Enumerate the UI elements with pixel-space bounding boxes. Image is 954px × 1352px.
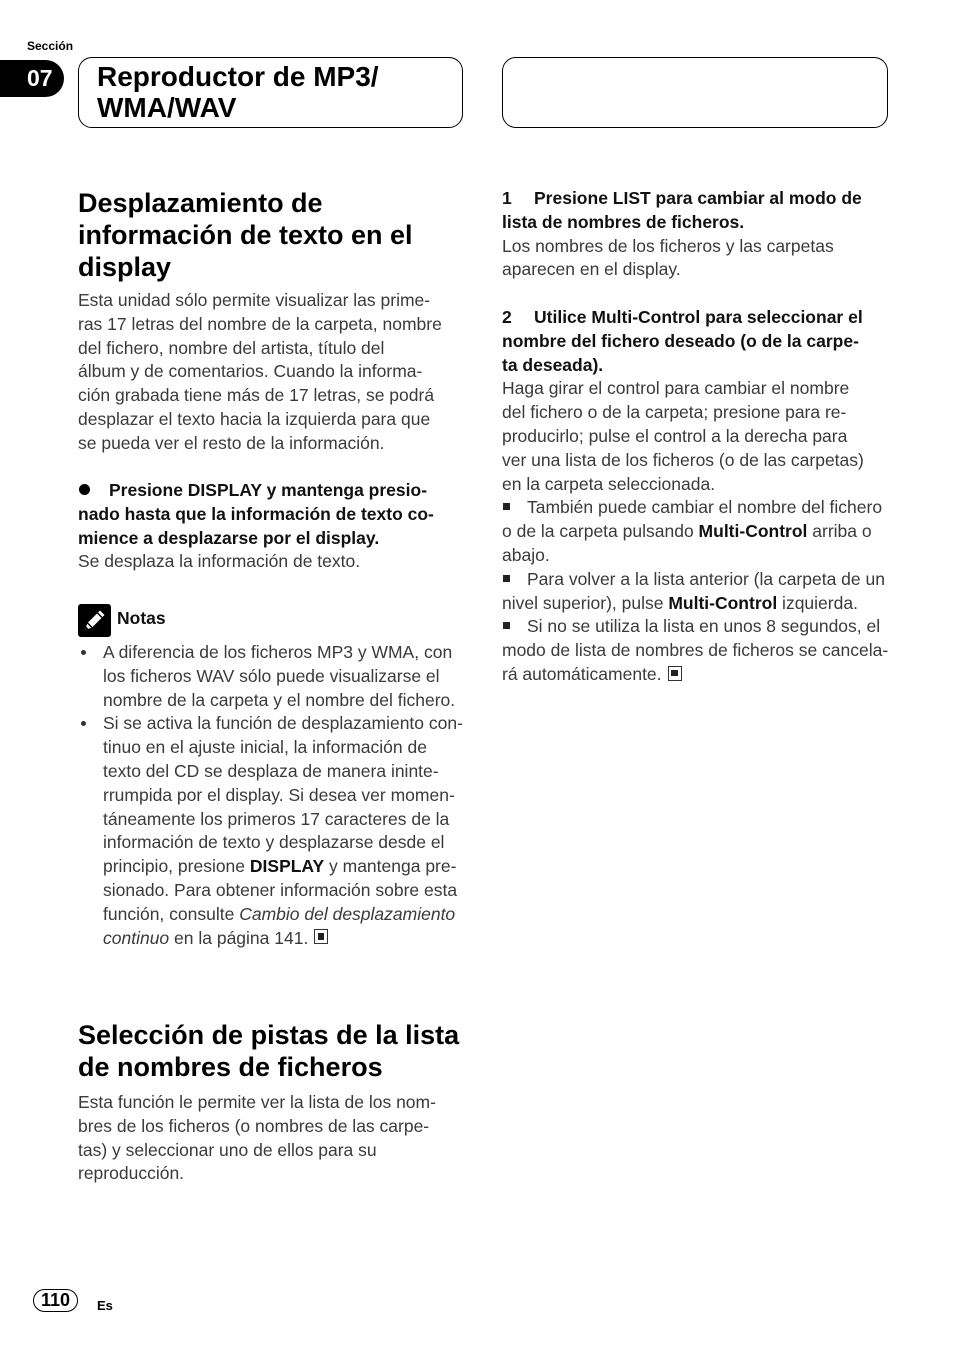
note-line: texto del CD se desplaza de manera ininte-: [103, 760, 439, 781]
note-item: [78, 641, 463, 712]
tip-text: arriba o: [807, 521, 872, 542]
tip-line: abajo.: [502, 544, 550, 565]
note-line: nombre de la carpeta y el nombre del fichero.: [103, 689, 456, 710]
tip-text: rá automáticamente.: [502, 663, 662, 684]
tip-text: izquierda.: [777, 592, 858, 613]
note-line: sionado. Para obtener información sobre esta: [103, 879, 458, 900]
note-text: y mantenga pre-: [324, 856, 457, 877]
heading-line: display: [78, 252, 172, 282]
tip-line: [502, 520, 888, 544]
tip-line: [502, 663, 888, 687]
bullet-icon: [81, 721, 86, 726]
tip-line: [502, 568, 888, 592]
scroll-section-intro: [78, 289, 442, 456]
note-line: táneamente los primeros 17 caracteres de la: [103, 808, 450, 829]
note-text: principio, presione: [103, 856, 250, 877]
heading-line: Desplazamiento de: [78, 188, 323, 218]
step-instruction-line: mience a desplazarse por el display.: [78, 527, 380, 548]
control-name: Multi-Control: [668, 592, 778, 613]
tip-text: Si no se utiliza la lista en unos 8 segundos, el: [527, 616, 881, 637]
bullet-icon: [81, 650, 86, 655]
section-label: Sección: [27, 39, 74, 53]
list-step-1: [502, 187, 862, 282]
empty-header-box: [502, 57, 888, 128]
tip-text: Para volver a la lista anterior (la carpeta de un: [527, 568, 885, 589]
control-name: Multi-Control: [698, 521, 808, 542]
tip-item: [502, 568, 888, 616]
language-code: Es: [97, 1298, 113, 1313]
note-line: los ficheros WAV sólo puede visualizarse el: [103, 665, 440, 686]
note-text: función, consulte: [103, 903, 240, 924]
note-line: Si se activa la función de desplazamiento con-: [103, 713, 463, 734]
step-description-line: producirlo; pulse el control a la derecha para: [502, 425, 848, 446]
step-instruction-line: nombre del fichero deseado (o de la carpe-: [502, 330, 859, 351]
step-description-line: del fichero o de la carpeta; presione para re-: [502, 402, 847, 423]
heading-line: Selección de pistas de la lista: [78, 1020, 460, 1050]
heading-line: información de texto en el: [78, 220, 413, 250]
paragraph-line: ras 17 letras del nombre de la carpeta, nombre: [78, 313, 442, 334]
paragraph-line: ción grabada tiene más de 17 letras, se podrá: [78, 385, 435, 406]
step-instruction-line: lista de nombres de ficheros.: [502, 211, 745, 232]
step-description-line: Los nombres de los ficheros y las carpetas: [502, 235, 834, 256]
tip-line: [502, 592, 888, 616]
heading-line: de nombres de ficheros: [78, 1052, 383, 1082]
end-mark-icon: [668, 666, 682, 681]
step-description-line: aparecen en el display.: [502, 259, 681, 280]
note-text: en la página 141.: [169, 927, 309, 948]
note-line: A diferencia de los ficheros MP3 y WMA, con: [103, 642, 453, 662]
step-instruction-text: Utilice Multi-Control para seleccionar el: [534, 307, 863, 327]
end-mark-icon: [314, 929, 328, 944]
step-instruction-line: [502, 306, 888, 330]
scroll-section-heading: [78, 187, 413, 283]
step-instruction-text: Presione DISPLAY y mantenga presio-: [109, 480, 428, 500]
square-bullet-icon: [503, 575, 510, 582]
paragraph-line: se pueda ver el resto de la información.: [78, 432, 385, 453]
notes-list: [78, 641, 463, 950]
chapter-title-line: Reproductor de MP3/: [97, 61, 379, 92]
tip-line: [502, 496, 888, 520]
cross-reference: continuo: [103, 927, 170, 948]
tip-text: nivel superior), pulse: [502, 592, 669, 613]
step-result: Se desplaza la información de texto.: [78, 551, 361, 572]
paragraph-line: Esta función le permite ver la lista de los nom-: [78, 1092, 436, 1112]
chapter-title: [79, 58, 462, 123]
chapter-title-line: WMA/WAV: [97, 92, 237, 123]
note-line: información de texto y desplazarse desde el: [103, 832, 445, 853]
section-number: 07: [27, 65, 53, 91]
tip-line: modo de lista de nombres de ficheros se cancela-: [502, 640, 889, 661]
tip-text: También puede cambiar el nombre del fichero: [527, 497, 883, 518]
paragraph-line: tas) y seleccionar uno de ellos para su: [78, 1139, 377, 1160]
step-instruction-line: ta deseada).: [502, 354, 604, 375]
paragraph-line: bres de los ficheros (o nombres de las carpe-: [78, 1115, 430, 1136]
step-instruction-text: Presione LIST para cambiar al modo de: [534, 188, 862, 208]
step-instruction-line: [502, 187, 862, 211]
section-number-tab: [0, 60, 64, 97]
square-bullet-icon: [503, 503, 510, 510]
step-number: 2: [502, 307, 512, 327]
note-line: [103, 903, 463, 927]
page-number: 110: [33, 1289, 78, 1312]
paragraph-line: reproducción.: [78, 1163, 185, 1184]
step-instruction-line: nado hasta que la información de texto co-: [78, 503, 434, 524]
square-bullet-icon: [503, 622, 510, 629]
filled-circle-icon: [79, 484, 90, 495]
note-line: [103, 927, 463, 951]
paragraph-line: desplazar el texto hacia la izquierda para que: [78, 408, 431, 429]
notes-title: Notas: [117, 608, 166, 628]
step-description-line: ver una lista de los ficheros (o de las carpetas): [502, 449, 864, 470]
pencil-icon: [78, 604, 111, 637]
chapter-title-box: [78, 57, 463, 128]
step-number: 1: [502, 188, 512, 208]
scroll-step: [78, 479, 434, 574]
list-step-2: [502, 306, 888, 687]
step-description-line: Haga girar el control para cambiar el nombre: [502, 378, 850, 399]
cross-reference: Cambio del desplazamiento: [239, 903, 456, 924]
tip-item: [502, 615, 888, 686]
note-line: [103, 855, 463, 879]
paragraph-line: Esta unidad sólo permite visualizar las prime-: [78, 290, 431, 310]
tip-text: o de la carpeta pulsando: [502, 521, 699, 542]
list-section-heading: [78, 1019, 459, 1083]
key-name: DISPLAY: [249, 856, 325, 877]
note-line: tinuo en el ajuste inicial, la información de: [103, 737, 427, 758]
step-description-line: en la carpeta seleccionada.: [502, 473, 716, 494]
tip-line: [502, 615, 888, 639]
paragraph-line: del fichero, nombre del artista, título del: [78, 337, 385, 358]
paragraph-line: álbum y de comentarios. Cuando la informa-: [78, 361, 423, 382]
note-line: rrumpida por el display. Si desea ver momen-: [103, 784, 455, 805]
list-section-intro: [78, 1091, 436, 1186]
step-instruction-line: [78, 479, 434, 503]
tip-item: [502, 496, 888, 567]
note-item: [78, 712, 463, 950]
